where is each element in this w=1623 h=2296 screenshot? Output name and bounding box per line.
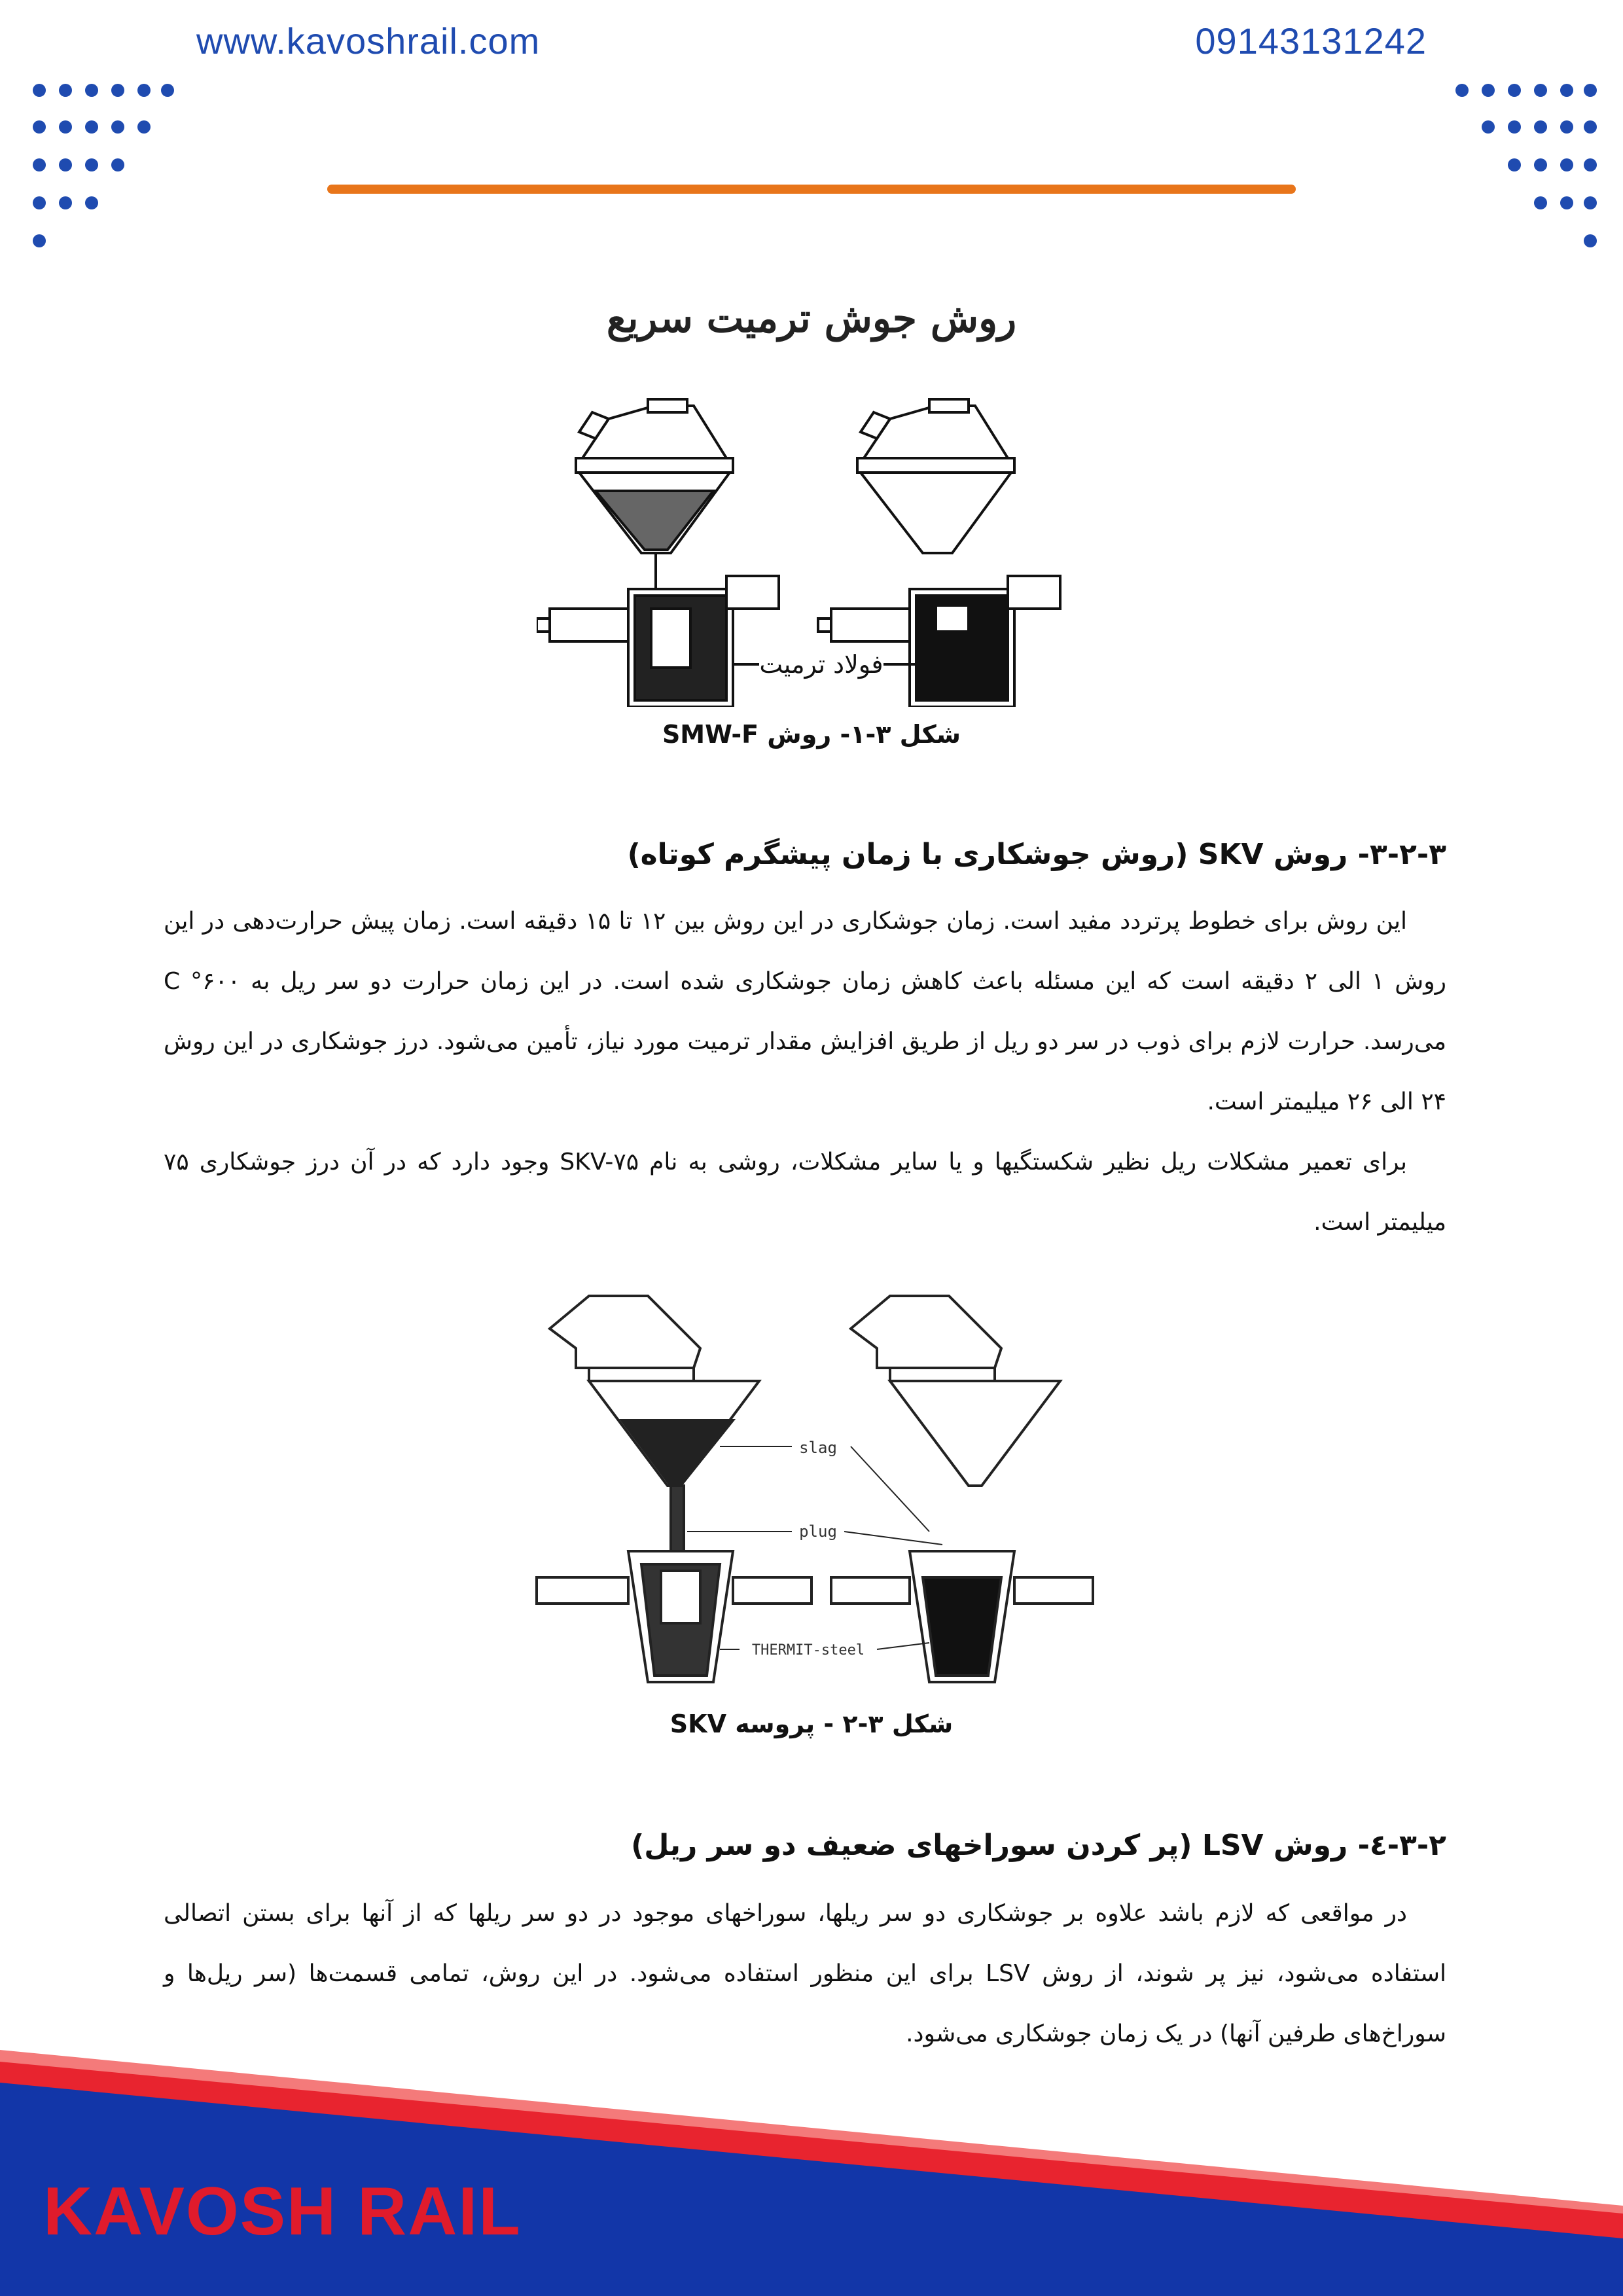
section-skv-heading: ۳-۲-۳- روش SKV (روش جوشکاری با زمان پیشگرم کوتاه) bbox=[627, 838, 1446, 871]
figure2-label-steel: THERMIT-steel bbox=[751, 1642, 865, 1659]
figure1-label: فولاد ترمیت bbox=[759, 650, 883, 679]
phone-number[interactable]: 09143131242 bbox=[1195, 20, 1427, 62]
figure2-diagram bbox=[524, 1289, 1113, 1695]
section-lsv-heading: ۳-۲-٤- روش LSV (پر کردن سوراخهای ضعیف دو سر ریل) bbox=[631, 1829, 1446, 1862]
header-divider bbox=[327, 185, 1296, 194]
footer-band bbox=[0, 2042, 1623, 2296]
figure1-caption: شکل ۳-۱- روش SMW-F bbox=[662, 720, 961, 749]
dot-pattern-right bbox=[1455, 84, 1599, 254]
website-link[interactable]: www.kavoshrail.com bbox=[196, 20, 541, 62]
figure2-caption: شکل ۳-۲ - پروسه SKV bbox=[669, 1710, 954, 1738]
section-skv-para2: برای تعمیر مشکلات ریل نظیر شکستگیها و یا سایر مشکلات، روشی به نام SKV-۷۵ وجود دارد که در آن درز جوشکاری ۷۵ میلیمتر است. bbox=[164, 1149, 1446, 1236]
figure1-title: روش جوش ترمیت سریع bbox=[606, 296, 1017, 342]
figure1-diagram bbox=[537, 393, 1099, 707]
footer-brand: KAVOSH RAIL bbox=[43, 2174, 522, 2250]
figure2-label-slag: slag bbox=[799, 1439, 837, 1457]
dot-pattern-left bbox=[33, 84, 177, 254]
section-lsv-para1: در مواقعی که لازم باشد علاوه بر جوشکاری دو سر ریلها، سوراخهای موجود در دو سر ریلها که از آنها برای بستن اتصالی استفاده می‌شود، نیز پر شوند، از روش LSV برای این منظور استفاده می‌شود. در این روش، تمامی قسمت‌ها (سر ریل‌ها و سوراخ‌های طرفین آنها) در یک زمان جوشکاری می‌شود. bbox=[164, 1900, 1447, 2047]
section-skv-para1: این روش برای خطوط پرتردد مفید است. زمان جوشکاری در این روش بین ۱۲ تا ۱۵ دقیقه است. زمان پیش حرارت‌دهی در این روش ۱ الی ۲ دقیقه است که این مسئله باعث کاهش زمان جوشکاری شده است. در این زمان حرارت دو سر ریل به ۶۰۰° C می‌رسد. حرارت لازم برای ذوب در سر دو ریل از طریق افزایش مقدار ترمیت مورد نیاز، تأمین می‌شود. درز جوشکاری در این روش ۲۴ الی ۲۶ میلیمتر است. bbox=[164, 908, 1446, 1115]
figure2-label-plug: plug bbox=[799, 1522, 837, 1541]
